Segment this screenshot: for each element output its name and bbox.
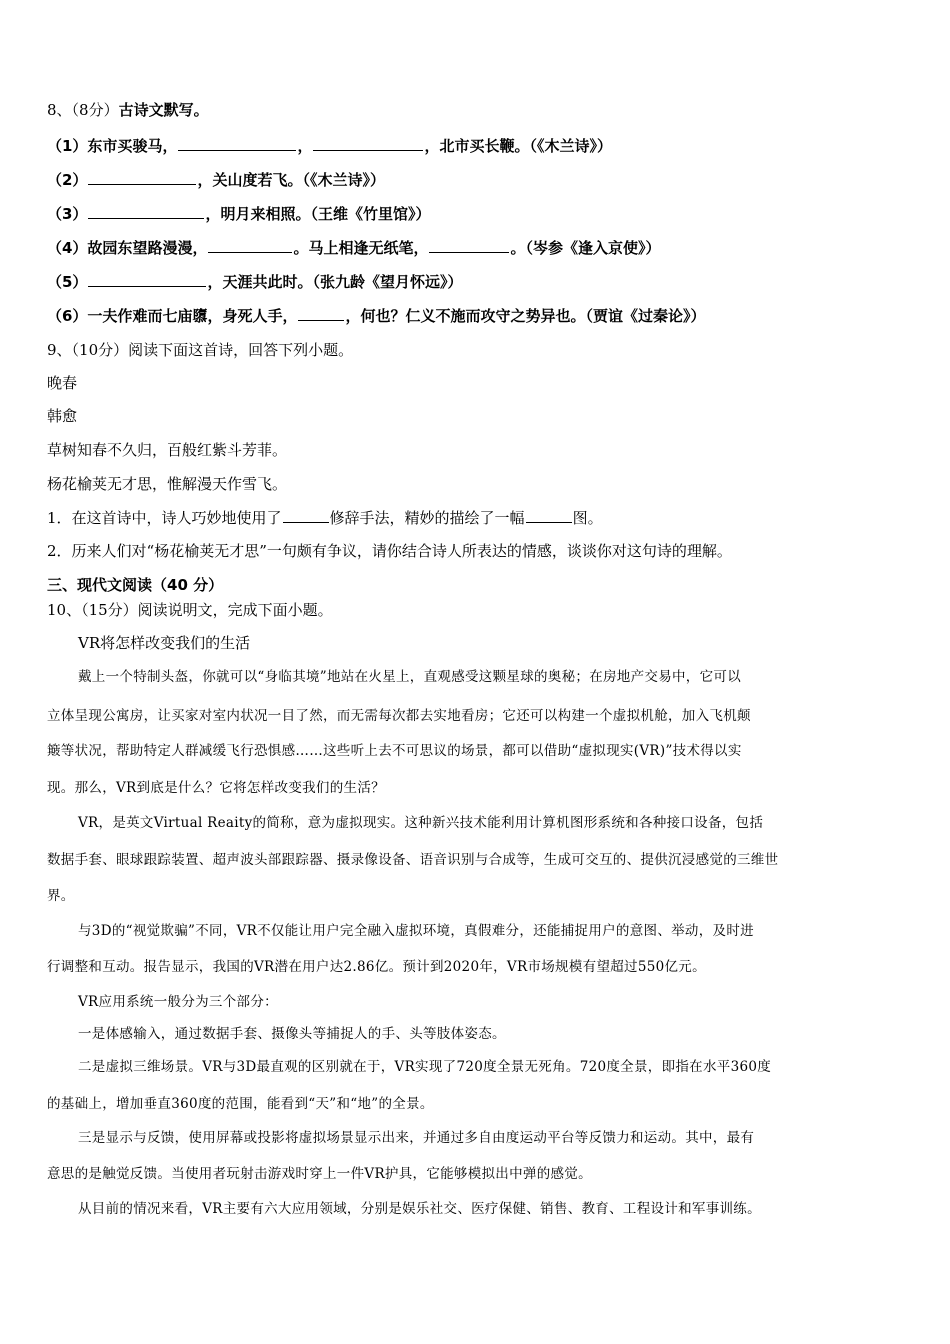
q8-item-4-text: （4）故园东望路漫漫，	[47, 239, 208, 257]
q8-score: （8分）	[71, 101, 119, 119]
q8-item-6-text: （6）一夫作难而七庙隳，身死人手，	[47, 307, 298, 325]
section-heading: 三、现代文阅读（40 分）	[47, 576, 224, 594]
q8-item-1-text: ，	[297, 137, 313, 155]
q8-item-1	[47, 135, 612, 156]
article-line: 从目前的情况来看，VR主要有六大应用领域，分别是娱乐社交、医疗保健、销售、教育、工程设计和军事训练。	[78, 1201, 761, 1217]
q8-item-4	[47, 237, 660, 258]
article-line: 一是体感输入，通过数据手套、摄像头等捕捉人的手、头等肢体姿态。	[78, 1026, 506, 1042]
poem-title: 晚春	[47, 374, 78, 392]
q8-item-2	[47, 169, 385, 190]
article-line: 三是显示与反馈，使用屏幕或投影将虚拟场景显示出来，并通过多自由度运动平台等反馈力和运动。其中，最有	[78, 1130, 755, 1146]
answer-blank[interactable]	[208, 237, 292, 253]
article-line: 数据手套、眼球跟踪装置、超声波头部跟踪器、摄录像设备、语音识别与合成等，生成可交互的、提供沉浸感觉的三维世	[47, 852, 779, 868]
q8-item-5-text: （5）	[47, 273, 88, 291]
poem-line-2: 杨花榆荚无才思，惟解漫天作雪飞。	[47, 475, 288, 493]
q8-item-6-text: ，何也？仁义不施而攻守之势异也。（贾谊《过秦论》）	[345, 307, 706, 325]
q8-item-3-text: ，明月来相照。（王维《竹里馆》）	[205, 205, 431, 223]
q8-heading	[47, 100, 209, 120]
q8-item-3-text: （3）	[47, 205, 88, 223]
q8-item-6	[47, 305, 705, 326]
poem-line-1: 草树知春不久归，百般红紫斗芳菲。	[47, 441, 288, 459]
article-line: 界。	[47, 888, 75, 904]
answer-blank[interactable]	[88, 203, 204, 219]
q8-item-2-text: （2）	[47, 171, 88, 189]
answer-blank[interactable]	[526, 507, 572, 523]
article-line: 立体呈现公寓房，让买家对室内状况一目了然，而无需每次都去实地看房；它还可以构建一个虚拟机舱，加入飞机颠	[47, 708, 751, 724]
q8-item-5	[47, 271, 462, 292]
article-line: 与3D的“视觉欺骗”不同，VR不仅能让用户完全融入虚拟环境，真假难分，还能捕捉用户的意图、举动，及时进	[78, 923, 754, 939]
q9-sub-2: 2．历来人们对“杨花榆荚无才思”一句颇有争议，请你结合诗人所表达的情感，谈谈你对这句诗的理解。	[47, 542, 732, 560]
article-line: 的基础上，增加垂直360度的范围，能看到“天”和“地”的全景。	[47, 1096, 434, 1112]
q8-item-1-text: ，北市买长鞭。（《木兰诗》）	[424, 137, 612, 155]
q9-sub-1-text: 1．在这首诗中，诗人巧妙地使用了	[47, 509, 282, 527]
article-line: 二是虚拟三维场景。VR与3D最直观的区别就在于，VR实现了720度全景无死角。720度全景，即指在水平360度	[78, 1059, 772, 1075]
q8-item-5-text: ，天涯共此时。（张九龄《望月怀远》）	[207, 273, 463, 291]
article-line: 意思的是触觉反馈。当使用者玩射击游戏时穿上一件VR护具，它能够模拟出中弹的感觉。	[47, 1166, 592, 1182]
article-line: VR应用系统一般分为三个部分：	[78, 994, 278, 1010]
q9-sub-1	[47, 507, 603, 528]
article-line: 簸等状况，帮助特定人群减缓飞行恐惧感……这些听上去不可思议的场景，都可以借助“虚拟现实(VR)”技术得以实	[47, 743, 742, 759]
article-line: 行调整和互动。报告显示，我国的VR潜在用户达2.86亿。预计到2020年，VR市场规模有望超过550亿元。	[47, 959, 706, 975]
answer-blank[interactable]	[313, 135, 423, 151]
article-line: 戴上一个特制头盔，你就可以“身临其境”地站在火星上，直观感受这颗星球的奥秘；在房地产交易中，它可以	[78, 669, 742, 685]
q8-item-4-text: 。（岑参《逢入京使》）	[510, 239, 661, 257]
q9-sub-1-text: 修辞手法，精妙的描绘了一幅	[329, 509, 525, 527]
answer-blank[interactable]	[429, 237, 509, 253]
article-line: 现。那么，VR到底是什么？它将怎样改变我们的生活？	[47, 780, 385, 796]
answer-blank[interactable]	[88, 271, 206, 287]
answer-blank[interactable]	[298, 305, 344, 321]
q8-item-1-text: （1）东市买骏马，	[47, 137, 178, 155]
q8-item-4-text: 。马上相逢无纸笔，	[293, 239, 429, 257]
article-line: VR，是英文Virtual Reaity的简称，意为虚拟现实。这种新兴技术能利用计算机图形系统和各种接口设备，包括	[78, 815, 764, 831]
poem-author: 韩愈	[47, 407, 78, 425]
article-title: VR将怎样改变我们的生活	[78, 634, 251, 652]
q8-number: 8、	[47, 101, 72, 119]
q8-item-2-text: ，关山度若飞。（《木兰诗》）	[197, 171, 385, 189]
q9-intro: 9、（10分）阅读下面这首诗，回答下列小题。	[47, 341, 354, 359]
q8-item-3	[47, 203, 430, 224]
q10-intro: 10、（15分）阅读说明文，完成下面小题。	[47, 601, 333, 619]
q9-sub-1-text: 图。	[572, 509, 603, 527]
answer-blank[interactable]	[88, 169, 196, 185]
q8-title: 古诗文默写。	[118, 101, 209, 119]
answer-blank[interactable]	[178, 135, 296, 151]
answer-blank[interactable]	[283, 507, 329, 523]
